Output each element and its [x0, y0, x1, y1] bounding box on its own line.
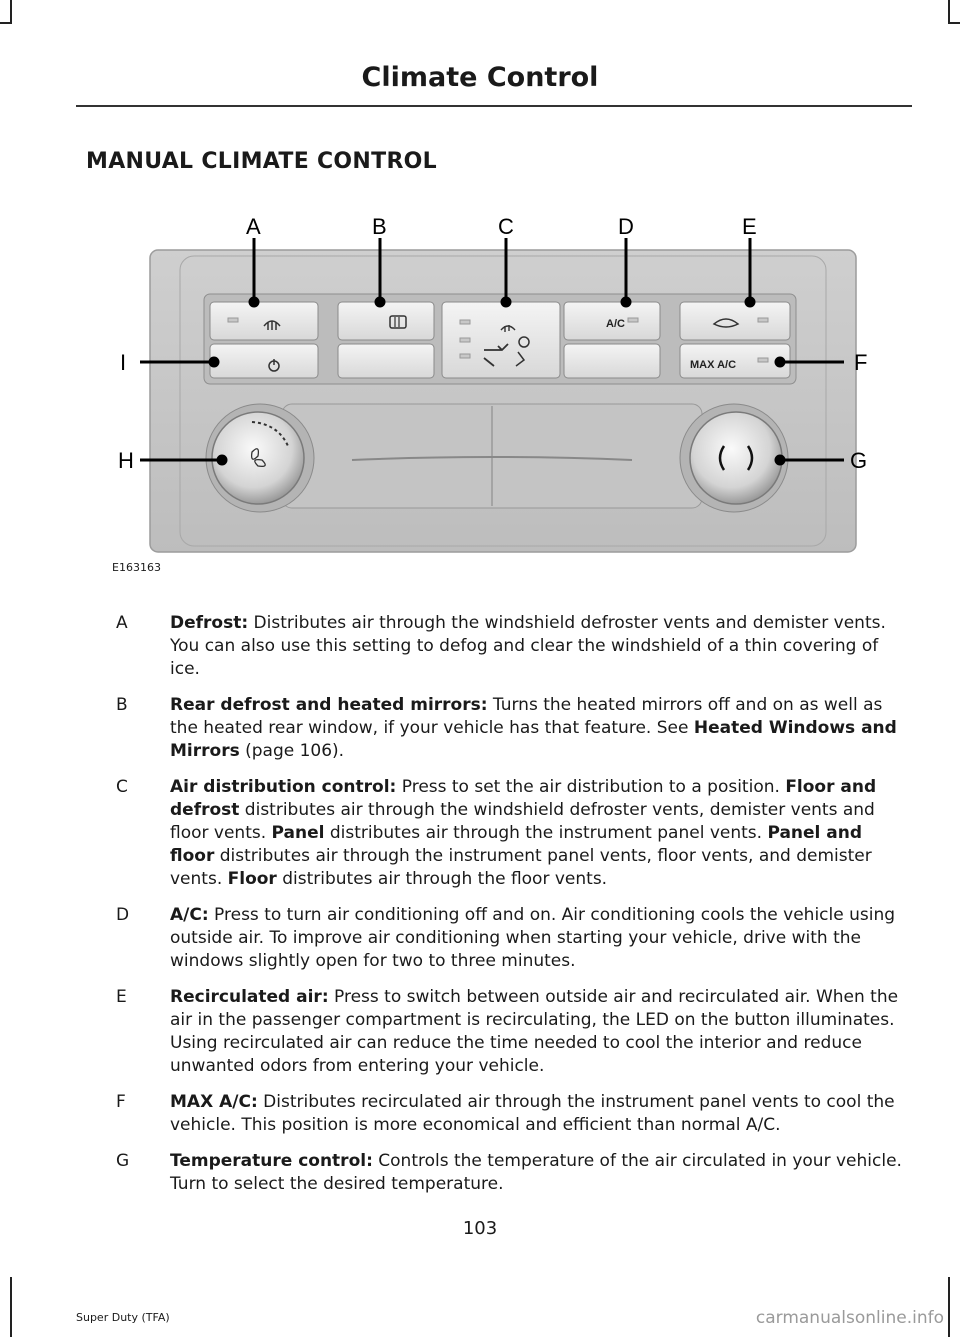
- item-description: Turns the heated mirrors off and on as well as the heated rear window, if your vehicle has that feature. See: [170, 695, 883, 738]
- legend-list: [86, 612, 906, 1209]
- item-term: Defrost:: [170, 613, 249, 633]
- item-term: Temperature control:: [170, 1151, 373, 1171]
- callout-h: H: [118, 448, 134, 473]
- item-text: [170, 777, 876, 889]
- legend-item: [86, 612, 906, 681]
- item-term: Panel: [271, 823, 325, 843]
- watermark: carmanualsonline.info: [755, 1308, 944, 1328]
- callout-a: A: [246, 214, 261, 239]
- item-letter: B: [116, 695, 128, 715]
- figure-id: E163163: [112, 561, 161, 574]
- item-text: [170, 1151, 902, 1194]
- header-divider: [76, 105, 912, 107]
- crop-mark: [0, 22, 12, 24]
- item-letter: C: [116, 777, 128, 797]
- crop-mark: [10, 0, 12, 22]
- item-text: [170, 987, 898, 1076]
- item-term: Floor: [227, 869, 277, 889]
- item-text: [170, 1092, 895, 1135]
- callout-g: G: [850, 448, 868, 473]
- callout-i: I: [120, 350, 127, 375]
- legend-item: [86, 1150, 906, 1196]
- item-description: Press to switch between outside air and recirculated air. When the air in the passenger compartment is recirculating, the LED on the button illuminates. Using recirculated air can reduce the time needed to cool the interior and reduce unwanted odors from entering your vehicle.: [170, 987, 899, 1076]
- legend-item: [86, 986, 906, 1078]
- item-description: Press to set the air distribution to a position.: [396, 777, 786, 797]
- footer-text: Super Duty (TFA): [76, 1311, 170, 1324]
- section-title: MANUAL CLIMATE CONTROL: [86, 149, 438, 174]
- item-letter: D: [116, 905, 130, 925]
- item-text: [170, 905, 895, 971]
- legend-item: [86, 1091, 906, 1137]
- page-header-title: Climate Control: [361, 62, 599, 93]
- item-text: [170, 695, 897, 761]
- item-description: Controls the temperature of the air circulated in your vehicle. Turn to select the desired temperature.: [170, 1151, 902, 1194]
- max-ac-button-label: MAX A/C: [690, 359, 737, 371]
- item-description: distributes air through the instrument panel vents.: [324, 823, 768, 843]
- item-term: A/C:: [170, 905, 209, 925]
- item-term: Rear defrost and heated mirrors:: [170, 695, 488, 715]
- callout-e: E: [742, 214, 757, 239]
- climate-control-illustration: [112, 190, 892, 585]
- item-term: Air distribution control:: [170, 777, 397, 797]
- item-letter: G: [116, 1151, 130, 1171]
- item-letter: E: [116, 987, 127, 1007]
- crop-mark: [10, 1277, 12, 1337]
- ac-button-label: A/C: [606, 318, 625, 330]
- item-term: Floor and defrost: [170, 777, 877, 820]
- item-description: Distributes air through the windshield defroster vents and demister vents. You can also use this setting to defog and clear the windshield of a thin covering of ice.: [170, 613, 886, 679]
- item-description: distributes air through the windshield defroster vents, demister vents and floor vents.: [170, 800, 875, 843]
- callout-b: B: [372, 214, 387, 239]
- legend-item: [86, 694, 906, 763]
- legend-item: [86, 904, 906, 973]
- item-description: distributes air through the floor vents.: [276, 869, 608, 889]
- item-term: Recirculated air:: [170, 987, 329, 1007]
- item-term: MAX A/C:: [170, 1092, 258, 1112]
- item-term: Panel and floor: [170, 823, 863, 866]
- crop-mark: [948, 22, 960, 24]
- item-text: [170, 613, 886, 679]
- item-description: (page 106).: [239, 741, 345, 761]
- callout-c: C: [498, 214, 514, 239]
- page-number: 103: [462, 1218, 498, 1239]
- callout-d: D: [618, 214, 634, 239]
- item-term: Heated Windows and Mirrors: [170, 718, 897, 761]
- legend-item: [86, 776, 906, 891]
- item-description: distributes air through the instrument panel vents, floor vents, and demister vents.: [170, 846, 872, 889]
- callout-f: F: [854, 350, 868, 375]
- item-description: Press to turn air conditioning off and on. Air conditioning cools the vehicle using outside air. To improve air conditioning when starting your vehicle, drive with the windows slightly open for two to three minutes.: [170, 905, 896, 971]
- item-letter: A: [116, 613, 128, 633]
- crop-mark: [948, 1277, 950, 1337]
- crop-mark: [948, 0, 950, 22]
- item-description: Distributes recirculated air through the instrument panel vents to cool the vehicle. This position is more economical and efficient than normal A/C.: [170, 1092, 895, 1135]
- item-letter: F: [116, 1092, 126, 1112]
